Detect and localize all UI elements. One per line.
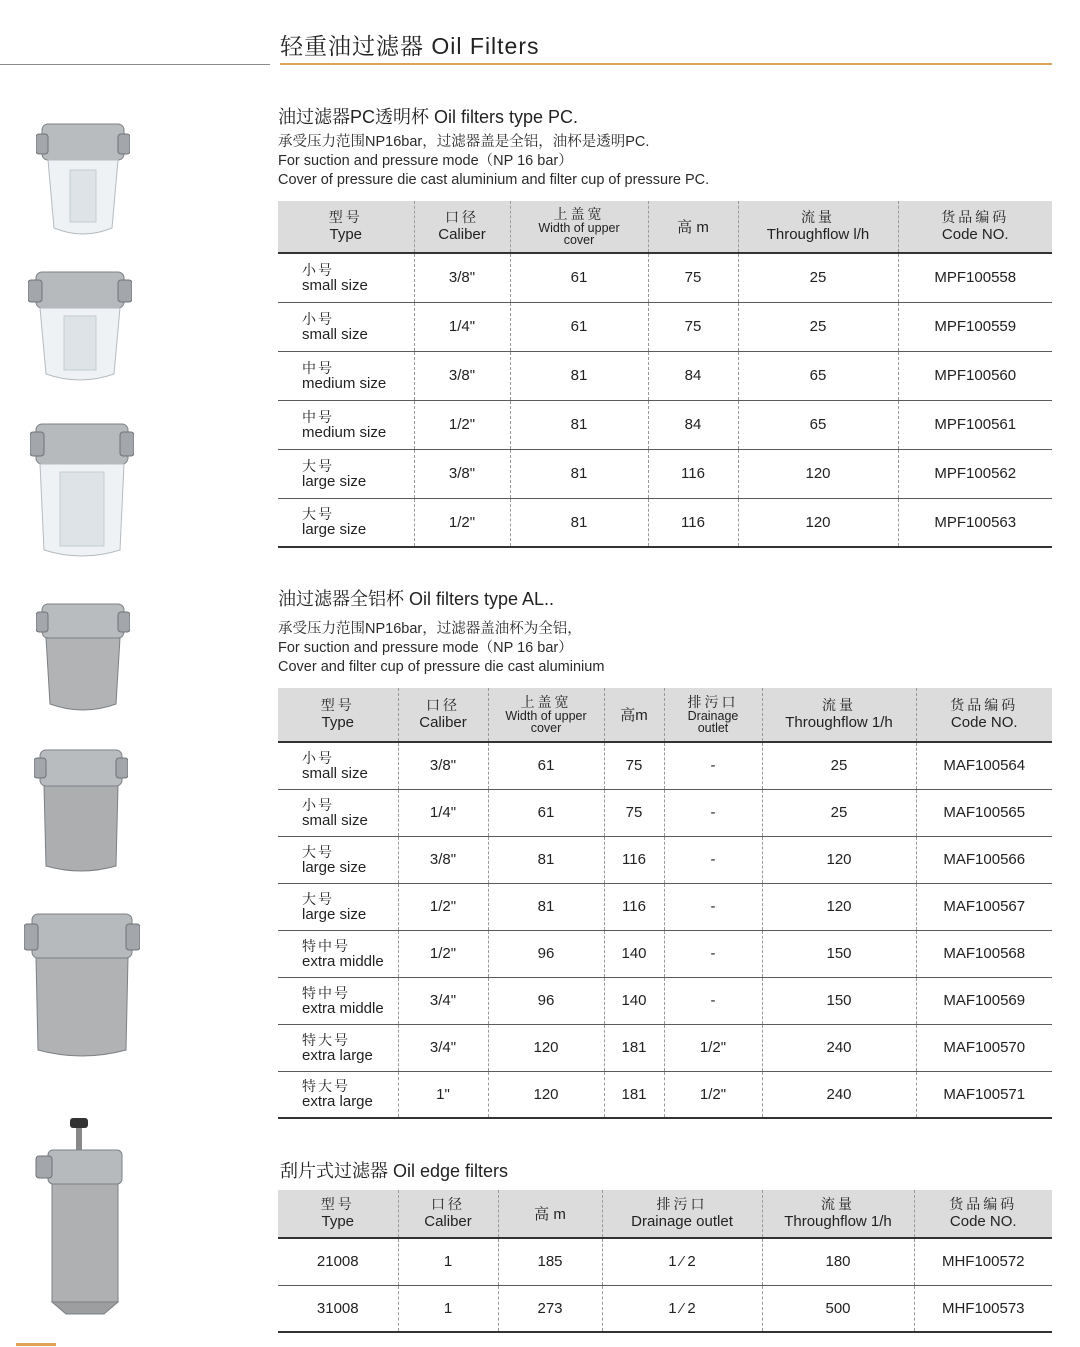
height-cell: 75 [648, 302, 738, 351]
type-cell [278, 930, 398, 977]
drainage-cell: - [664, 742, 762, 789]
pc-desc-line: Cover of pressure die cast aluminium and filter cup of pressure PC. [278, 172, 710, 188]
type-cn: 中号 [302, 359, 334, 376]
type-en: large size [302, 858, 367, 876]
drainage-cell: - [664, 930, 762, 977]
caliber-cell: 3/4" [398, 977, 488, 1024]
caliber-cell: 3/8" [414, 449, 510, 498]
table-row [278, 930, 1052, 977]
width-cell: 96 [488, 977, 604, 1024]
type-en: small size [302, 276, 368, 294]
table-row [278, 742, 1052, 789]
code-cell: MPF100558 [898, 253, 1052, 302]
type-en: extra large [302, 1046, 373, 1064]
caliber-cell: 1/4" [414, 302, 510, 351]
height-cell: 116 [648, 449, 738, 498]
type-cell [278, 742, 398, 789]
footer-accent-mark [16, 1343, 56, 1346]
height-cell: 181 [604, 1024, 664, 1071]
table-row [278, 1238, 1052, 1285]
type-cn: 大号 [302, 506, 334, 523]
code-cell: MPF100560 [898, 351, 1052, 400]
type-cell [278, 253, 414, 302]
edge-filter-photo [30, 1114, 130, 1318]
type-cn: 小号 [302, 749, 334, 766]
drainage-cell: 1 ⁄ 2 [602, 1285, 762, 1332]
type-cn: 大号 [302, 457, 334, 474]
header-rule-accent [280, 63, 1052, 65]
width-cell: 81 [510, 449, 648, 498]
drainage-cell: - [664, 789, 762, 836]
flow-cell: 25 [762, 789, 916, 836]
section-al-description [278, 620, 604, 677]
header-flow: 流量 Throughflow 1/h [762, 688, 916, 742]
type-en: small size [302, 764, 368, 782]
table-row [278, 1071, 1052, 1118]
type-cell [278, 836, 398, 883]
header-height: 高 m [498, 1190, 602, 1238]
width-cell: 81 [510, 498, 648, 547]
caliber-cell: 1" [398, 1071, 488, 1118]
edge-spec-table [278, 1190, 1052, 1333]
section-pc-description [278, 133, 709, 190]
height-cell: 116 [604, 883, 664, 930]
type-en: large size [302, 521, 367, 539]
header-drainage: 排污口 Drainage outlet [602, 1190, 762, 1238]
header-height: 高 m [648, 201, 738, 253]
code-cell: MAF100570 [916, 1024, 1052, 1071]
drainage-cell: 1 ⁄ 2 [602, 1238, 762, 1285]
caliber-cell: 3/8" [398, 742, 488, 789]
height-cell: 185 [498, 1238, 602, 1285]
type-cn: 特中号 [302, 984, 350, 1001]
type-en: extra middle [302, 999, 384, 1017]
table-row [278, 449, 1052, 498]
height-cell: 181 [604, 1071, 664, 1118]
type-cn: 小号 [302, 261, 334, 278]
page-title: 轻重油过滤器 Oil Filters [280, 33, 540, 59]
flow-cell: 120 [762, 883, 916, 930]
type-cn: 特中号 [302, 937, 350, 954]
width-cell: 61 [488, 742, 604, 789]
type-en: medium size [302, 423, 387, 441]
table-row [278, 977, 1052, 1024]
width-cell: 120 [488, 1024, 604, 1071]
table-row [278, 302, 1052, 351]
flow-cell: 150 [762, 930, 916, 977]
type-cell [278, 498, 414, 547]
height-cell: 116 [604, 836, 664, 883]
type-en: large size [302, 905, 367, 923]
caliber-cell: 1/4" [398, 789, 488, 836]
height-cell: 84 [648, 351, 738, 400]
flow-cell: 65 [738, 351, 898, 400]
caliber-cell: 1/2" [414, 498, 510, 547]
caliber-cell: 1 [398, 1285, 498, 1332]
al-desc-line: 承受压力范围NP16bar，过滤器盖油杯为全铝， [278, 621, 582, 637]
code-cell: MAF100569 [916, 977, 1052, 1024]
table-row [278, 836, 1052, 883]
table-row [278, 883, 1052, 930]
header-height: 高m [604, 688, 664, 742]
drainage-cell: - [664, 977, 762, 1024]
width-cell: 120 [488, 1071, 604, 1118]
table-row [278, 351, 1052, 400]
table-row [278, 1024, 1052, 1071]
code-cell: MAF100567 [916, 883, 1052, 930]
height-cell: 84 [648, 400, 738, 449]
header-drainage: 排污口 Drainage outlet [664, 688, 762, 742]
drainage-cell: - [664, 883, 762, 930]
filter-pc-medium-photo [28, 266, 132, 384]
header-width: 上盖宽 Width of upper cover [510, 201, 648, 253]
caliber-cell: 1/2" [398, 930, 488, 977]
height-cell: 140 [604, 977, 664, 1024]
code-cell: MAF100571 [916, 1071, 1052, 1118]
width-cell: 61 [510, 302, 648, 351]
height-cell: 273 [498, 1285, 602, 1332]
table-row [278, 253, 1052, 302]
flow-cell: 25 [738, 253, 898, 302]
type-en: large size [302, 472, 367, 490]
flow-cell: 180 [762, 1238, 914, 1285]
header-rule-left [0, 64, 270, 65]
type-cell [278, 400, 414, 449]
width-cell: 81 [510, 351, 648, 400]
table-row [278, 789, 1052, 836]
code-cell: MHF100572 [914, 1238, 1052, 1285]
height-cell: 140 [604, 930, 664, 977]
type-cn: 大号 [302, 890, 334, 907]
width-cell: 81 [488, 836, 604, 883]
code-cell: MAF100566 [916, 836, 1052, 883]
type-cell [278, 883, 398, 930]
width-cell: 81 [510, 400, 648, 449]
caliber-cell: 1 [398, 1238, 498, 1285]
type-en: small size [302, 325, 368, 343]
header-caliber: 口径 Caliber [398, 1190, 498, 1238]
drainage-cell: 1/2" [664, 1024, 762, 1071]
header-type: 型号 Type [278, 201, 414, 253]
type-en: medium size [302, 374, 387, 392]
al-spec-table [278, 688, 1052, 1119]
table-row [278, 400, 1052, 449]
code-cell: MPF100563 [898, 498, 1052, 547]
type-cell [278, 1071, 398, 1118]
caliber-cell: 3/8" [414, 253, 510, 302]
flow-cell: 500 [762, 1285, 914, 1332]
code-cell: MAF100568 [916, 930, 1052, 977]
type-cell [278, 449, 414, 498]
type-cell [278, 302, 414, 351]
flow-cell: 120 [738, 449, 898, 498]
code-cell: MPF100559 [898, 302, 1052, 351]
pc-desc-line: For suction and pressure mode（NP 16 bar） [278, 153, 573, 169]
width-cell: 61 [510, 253, 648, 302]
caliber-cell: 1/2" [398, 883, 488, 930]
header-type: 型号 Type [278, 688, 398, 742]
width-cell: 81 [488, 883, 604, 930]
flow-cell: 25 [738, 302, 898, 351]
filter-pc-large-photo [30, 420, 134, 562]
header-caliber: 口径 Caliber [414, 201, 510, 253]
type-cn: 特大号 [302, 1031, 350, 1048]
table-row [278, 1285, 1052, 1332]
type-cell [278, 1024, 398, 1071]
caliber-cell: 1/2" [414, 400, 510, 449]
header-width: 上盖宽 Width of upper cover [488, 688, 604, 742]
caliber-cell: 3/8" [398, 836, 488, 883]
section-edge-title: 刮片式过滤器 Oil edge filters [280, 1161, 509, 1181]
filter-pc-small-photo [36, 118, 130, 238]
width-cell: 96 [488, 930, 604, 977]
header-code: 货品编码 Code NO. [914, 1190, 1052, 1238]
type-cn: 小号 [302, 310, 334, 327]
header-code: 货品编码 Code NO. [916, 688, 1052, 742]
al-desc-line: Cover and filter cup of pressure die cast aluminium [278, 659, 605, 675]
type-cn: 中号 [302, 408, 334, 425]
height-cell: 75 [604, 789, 664, 836]
flow-cell: 120 [762, 836, 916, 883]
header-type: 型号 Type [278, 1190, 398, 1238]
flow-cell: 240 [762, 1024, 916, 1071]
table-header-row [278, 1190, 1052, 1238]
flow-cell: 65 [738, 400, 898, 449]
caliber-cell: 3/8" [414, 351, 510, 400]
type-cell [278, 977, 398, 1024]
caliber-cell: 3/4" [398, 1024, 488, 1071]
drainage-cell: - [664, 836, 762, 883]
filter-al-extra-photo [24, 910, 140, 1062]
table-row [278, 498, 1052, 547]
type-cn: 小号 [302, 796, 334, 813]
type-en: extra large [302, 1093, 373, 1111]
al-desc-line: For suction and pressure mode（NP 16 bar） [278, 640, 573, 656]
type-cn: 特大号 [302, 1078, 350, 1095]
width-cell: 61 [488, 789, 604, 836]
header-flow: 流量 Throughflow 1/h [762, 1190, 914, 1238]
code-cell: MHF100573 [914, 1285, 1052, 1332]
height-cell: 116 [648, 498, 738, 547]
type-cell [278, 351, 414, 400]
flow-cell: 25 [762, 742, 916, 789]
flow-cell: 150 [762, 977, 916, 1024]
height-cell: 75 [648, 253, 738, 302]
type-cell: 31008 [278, 1285, 398, 1332]
type-cell: 21008 [278, 1238, 398, 1285]
flow-cell: 240 [762, 1071, 916, 1118]
code-cell: MPF100562 [898, 449, 1052, 498]
type-en: extra middle [302, 952, 384, 970]
section-pc-title: 油过滤器PC透明杯 Oil filters type PC. [278, 107, 579, 127]
type-cn: 大号 [302, 843, 334, 860]
header-code: 货品编码 Code NO. [898, 201, 1052, 253]
filter-al-small-photo [36, 598, 130, 714]
header-flow: 流量 Throughflow l/h [738, 201, 898, 253]
pc-spec-table [278, 201, 1052, 548]
filter-al-large-photo [34, 746, 128, 876]
height-cell: 75 [604, 742, 664, 789]
code-cell: MPF100561 [898, 400, 1052, 449]
drainage-cell: 1/2" [664, 1071, 762, 1118]
type-en: small size [302, 811, 368, 829]
table-header-row [278, 201, 1052, 253]
pc-desc-line: 承受压力范围NP16bar，过滤器盖是全铝，油杯是透明PC. [278, 134, 650, 150]
header-caliber: 口径 Caliber [398, 688, 488, 742]
type-cell [278, 789, 398, 836]
flow-cell: 120 [738, 498, 898, 547]
code-cell: MAF100565 [916, 789, 1052, 836]
code-cell: MAF100564 [916, 742, 1052, 789]
table-header-row [278, 688, 1052, 742]
section-al-title: 油过滤器全铝杯 Oil filters type AL.. [278, 589, 555, 609]
